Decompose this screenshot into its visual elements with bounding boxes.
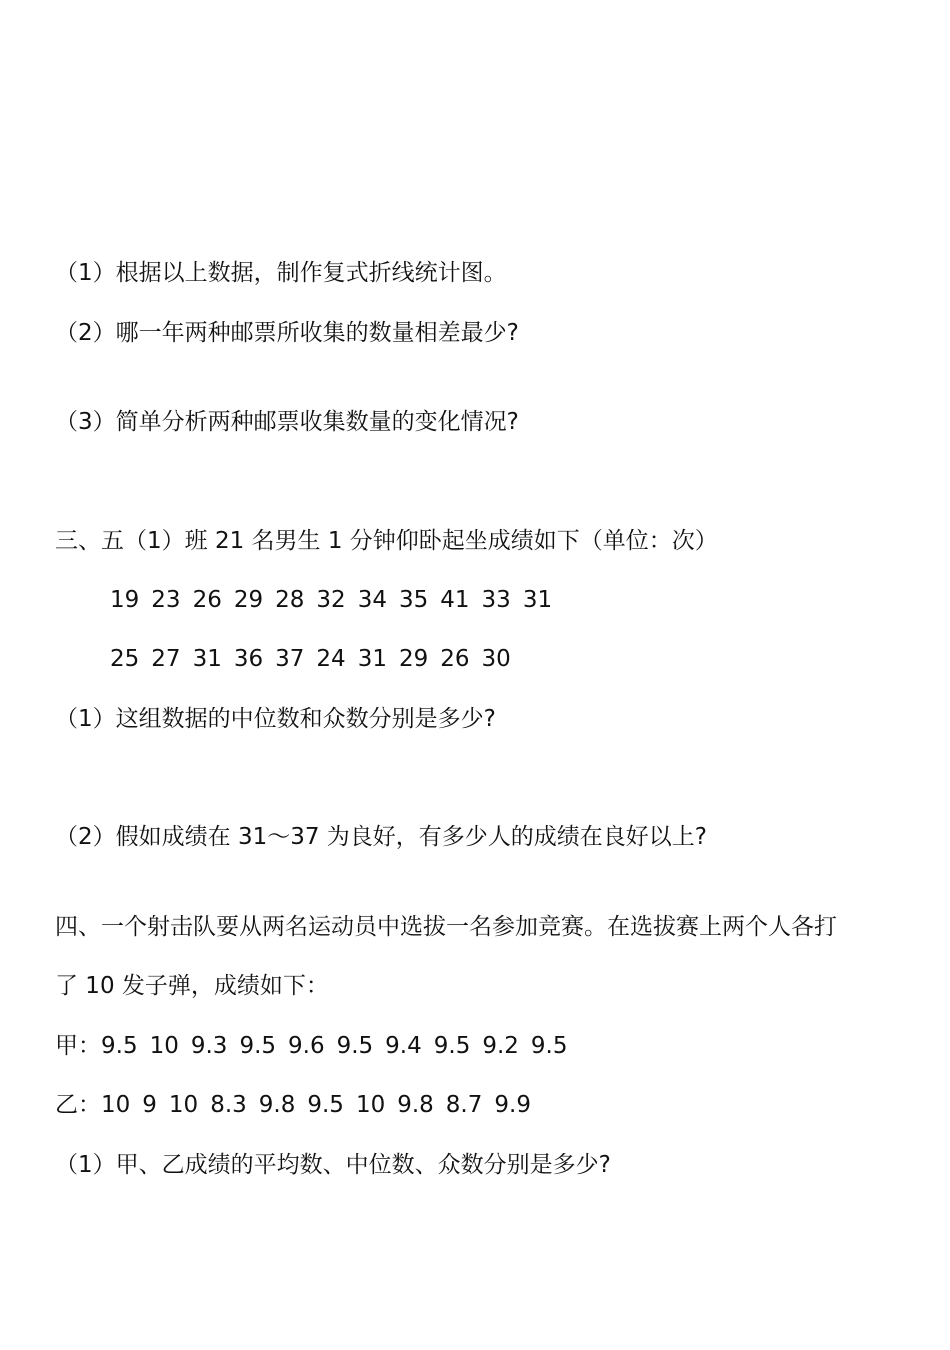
score-value: 10	[149, 1033, 179, 1059]
data-value: 29	[233, 587, 264, 613]
data-value: 31	[357, 646, 387, 672]
data-value: 41	[440, 587, 470, 613]
yi-scores-row	[55, 1090, 543, 1120]
data-value: 32	[316, 587, 346, 613]
score-value: 9.9	[494, 1092, 531, 1118]
data-value: 37	[275, 646, 305, 672]
score-value: 10	[101, 1092, 131, 1118]
score-value: 8.7	[445, 1092, 483, 1118]
jia-label: 甲：	[55, 1033, 101, 1059]
section3-title: 三、五（1）班 21 名男生 1 分钟仰卧起坐成绩如下（单位：次）	[55, 528, 718, 554]
section4-title-line-1: 四、一个射击队要从两名运动员中选拔一名参加竞赛。在选拔赛上两个人各打	[55, 914, 837, 940]
data-value: 36	[233, 646, 264, 672]
data-value: 19	[110, 587, 140, 613]
data-value: 28	[275, 587, 305, 613]
jia-scores-row	[55, 1031, 579, 1061]
data-value: 31	[192, 646, 222, 672]
section3-data-row-1	[110, 585, 564, 615]
data-value: 23	[151, 587, 181, 613]
score-value: 9.8	[258, 1092, 296, 1118]
score-value: 9.5	[433, 1033, 471, 1059]
section4-question-1: （1）甲、乙成绩的平均数、中位数、众数分别是多少?	[55, 1152, 611, 1178]
score-value: 10	[355, 1092, 386, 1118]
data-value: 30	[481, 646, 511, 672]
score-value: 9.5	[101, 1033, 138, 1059]
score-value: 10	[168, 1092, 199, 1118]
score-value: 8.3	[210, 1092, 247, 1118]
section3-question-1: （1）这组数据的中位数和众数分别是多少?	[55, 706, 496, 732]
section3-data-row-2	[110, 644, 523, 674]
data-value: 27	[151, 646, 181, 672]
score-value: 9.5	[530, 1033, 568, 1059]
data-value: 35	[398, 587, 429, 613]
score-value: 9.3	[190, 1033, 228, 1059]
data-value: 26	[192, 587, 222, 613]
score-value: 9.5	[307, 1092, 344, 1118]
score-value: 9.5	[239, 1033, 277, 1059]
yi-label: 乙：	[55, 1092, 101, 1118]
section3-question-2: （2）假如成绩在 31～37 为良好，有多少人的成绩在良好以上?	[55, 824, 707, 850]
jia-scores	[101, 1031, 579, 1061]
score-value: 9.5	[336, 1033, 374, 1059]
section2-question-1: （1）根据以上数据，制作复式折线统计图。	[55, 260, 507, 286]
section2-question-2: （2）哪一年两种邮票所收集的数量相差最少?	[55, 320, 519, 346]
data-value: 34	[357, 587, 387, 613]
data-value: 25	[110, 646, 140, 672]
data-value: 24	[316, 646, 346, 672]
score-value: 9.6	[288, 1033, 325, 1059]
data-value: 29	[398, 646, 429, 672]
score-value: 9.4	[385, 1033, 422, 1059]
data-value: 33	[481, 587, 511, 613]
score-value: 9.8	[397, 1092, 434, 1118]
data-value: 31	[522, 587, 553, 613]
data-value: 26	[440, 646, 470, 672]
score-value: 9	[142, 1092, 157, 1118]
section2-question-3: （3）简单分析两种邮票收集数量的变化情况?	[55, 409, 519, 435]
score-value: 9.2	[482, 1033, 519, 1059]
section4-title-line-2: 了 10 发子弹，成绩如下：	[55, 973, 329, 999]
yi-scores	[101, 1090, 543, 1120]
